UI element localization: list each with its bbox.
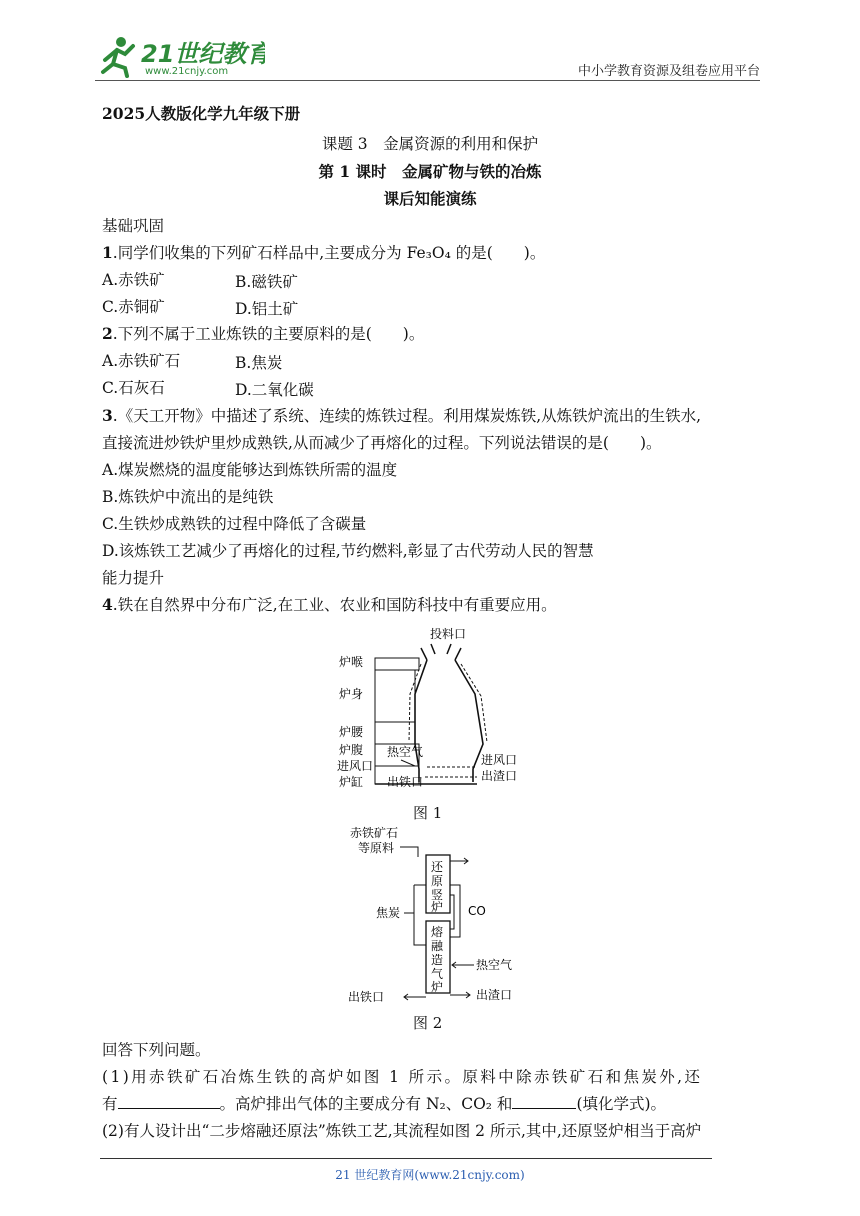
practice-title: 课后知能演练 — [383, 189, 477, 208]
q4-stem: 4.铁在自然界中分布广泛,在工业、农业和国防科技中有重要应用。 — [102, 595, 557, 614]
fig1-wall-right — [455, 660, 483, 782]
fig1-label-hearth: 炉缸 — [339, 775, 364, 789]
topic-title: 课题 3 金属资源的利用和保护 — [321, 135, 539, 153]
logo-text: 21世纪教育 — [141, 40, 265, 68]
fig2-label-iron-out: 出铁口 — [348, 990, 385, 1004]
fig2-label-slag-out: 出渣口 — [476, 988, 513, 1002]
fig2-shaft-c4: 炉 — [431, 900, 444, 914]
fig2-melter-c4: 气 — [431, 967, 444, 981]
fig1-label-inlet-right: 进风口 — [481, 753, 518, 767]
fig1-label-feed: 投料口 — [430, 627, 467, 641]
fig2-label-coke: 焦炭 — [376, 906, 401, 920]
q1-option-c: C.赤铜矿 — [102, 298, 165, 316]
q4-answer-prompt: 回答下列问题。 — [102, 1041, 211, 1059]
fig2-melter-c1: 熔 — [431, 925, 444, 939]
fig1-label-waist: 炉腰 — [339, 725, 364, 739]
fig1-label-inlet-left: 进风口 — [337, 759, 374, 773]
fig1-label-belly: 炉腹 — [339, 743, 364, 757]
q3-stem-line2: 直接流进炒铁炉里炒成熟铁,从而减少了再熔化的过程。下列说法错误的是( )。 — [102, 434, 662, 452]
fig2-label-hot-air: 热空气 — [476, 958, 513, 972]
figure2-caption: 图 2 — [413, 1014, 443, 1032]
q3-option-b: B.炼铁炉中流出的是纯铁 — [102, 488, 274, 506]
fig2-shaft-c3: 竖 — [431, 888, 444, 902]
runner-icon — [103, 37, 133, 76]
q3-option-a: A.煤炭燃烧的温度能够达到炼铁所需的温度 — [102, 461, 398, 479]
q2-option-b: B.焦炭 — [235, 354, 283, 372]
fig1-label-iron-out: 出铁口 — [387, 775, 424, 789]
fig1-label-slag-out: 出渣口 — [481, 769, 518, 783]
q3-option-c: C.生铁炒成熟铁的过程中降低了含碳量 — [102, 515, 367, 533]
fig2-melter-c2: 融 — [431, 939, 444, 953]
book-title: 2025人教版化学九年级下册 — [102, 104, 301, 123]
fig2-label-raw1: 赤铁矿石 — [350, 826, 399, 840]
q3-option-d: D.该炼铁工艺减少了再熔化的过程,节约燃料,彰显了古代劳动人民的智慧 — [102, 542, 594, 560]
figure2-process-flow — [340, 825, 520, 1014]
q2-stem: 2.下列不属于工业炼铁的主要原料的是( )。 — [102, 324, 425, 343]
header-divider — [95, 80, 760, 81]
section-basic: 基础巩固 — [102, 217, 165, 235]
fig1-label-hot-air: 热空气 — [387, 745, 424, 759]
footer-divider — [100, 1158, 712, 1159]
fig2-melter-c3: 造 — [431, 953, 444, 967]
q4-part1-line2: 有 。高炉排出气体的主要成分有 N₂、CO₂ 和 (填化学式)。 — [102, 1095, 667, 1113]
footer-site[interactable]: 21 世纪教育网(www.21cnjy.com) — [335, 1168, 525, 1182]
q1-stem: 1.同学们收集的下列矿石样品中,主要成分为 Fe₃O₄ 的是( )。 — [102, 243, 546, 262]
header-platform-name: 中小学教育资源及组卷应用平台 — [577, 64, 760, 79]
lesson-title: 第 1 课时 金属矿物与铁的冶炼 — [318, 162, 542, 181]
fig1-wall-left — [415, 660, 427, 782]
figure1-blast-furnace — [335, 624, 535, 798]
fig2-shaft-c2: 原 — [431, 874, 444, 888]
site-logo — [95, 34, 265, 78]
section-advanced: 能力提升 — [102, 569, 165, 587]
fig1-label-body: 炉身 — [339, 687, 364, 701]
q4-blank-1[interactable] — [118, 1094, 220, 1109]
q2-option-a: A.赤铁矿石 — [102, 352, 181, 370]
q3-stem-line1: 3.《天工开物》中描述了系统、连续的炼铁过程。利用煤炭炼铁,从炼铁炉流出的生铁水, — [102, 406, 702, 425]
q2-option-c: C.石灰石 — [102, 379, 165, 397]
q1-option-d: D.铝土矿 — [235, 300, 299, 318]
fig2-shaft-c1: 还 — [431, 860, 444, 874]
q2-option-d: D.二氧化碳 — [235, 381, 314, 399]
q4-blank-2[interactable] — [512, 1094, 576, 1109]
fig1-hopper — [421, 644, 461, 660]
fig2-melter-c5: 炉 — [431, 980, 444, 994]
figure1-caption: 图 1 — [413, 804, 443, 822]
q4-part2-line1: (2)有人设计出“二步熔融还原法”炼铁工艺,其流程如图 2 所示,其中,还原竖炉相当于高炉 — [102, 1122, 702, 1140]
logo-url: www.21cnjy.com — [145, 66, 229, 77]
fig2-label-co: CO — [468, 904, 486, 918]
q1-option-a: A.赤铁矿 — [102, 271, 165, 289]
fig2-label-raw2: 等原料 — [358, 841, 395, 855]
q4-part1-line1: (1)用赤铁矿石冶炼生铁的高炉如图 1 所示。原料中除赤铁矿石和焦炭外,还 — [102, 1068, 703, 1086]
q1-option-b: B.磁铁矿 — [235, 273, 298, 291]
fig1-label-throat: 炉喉 — [339, 655, 364, 669]
